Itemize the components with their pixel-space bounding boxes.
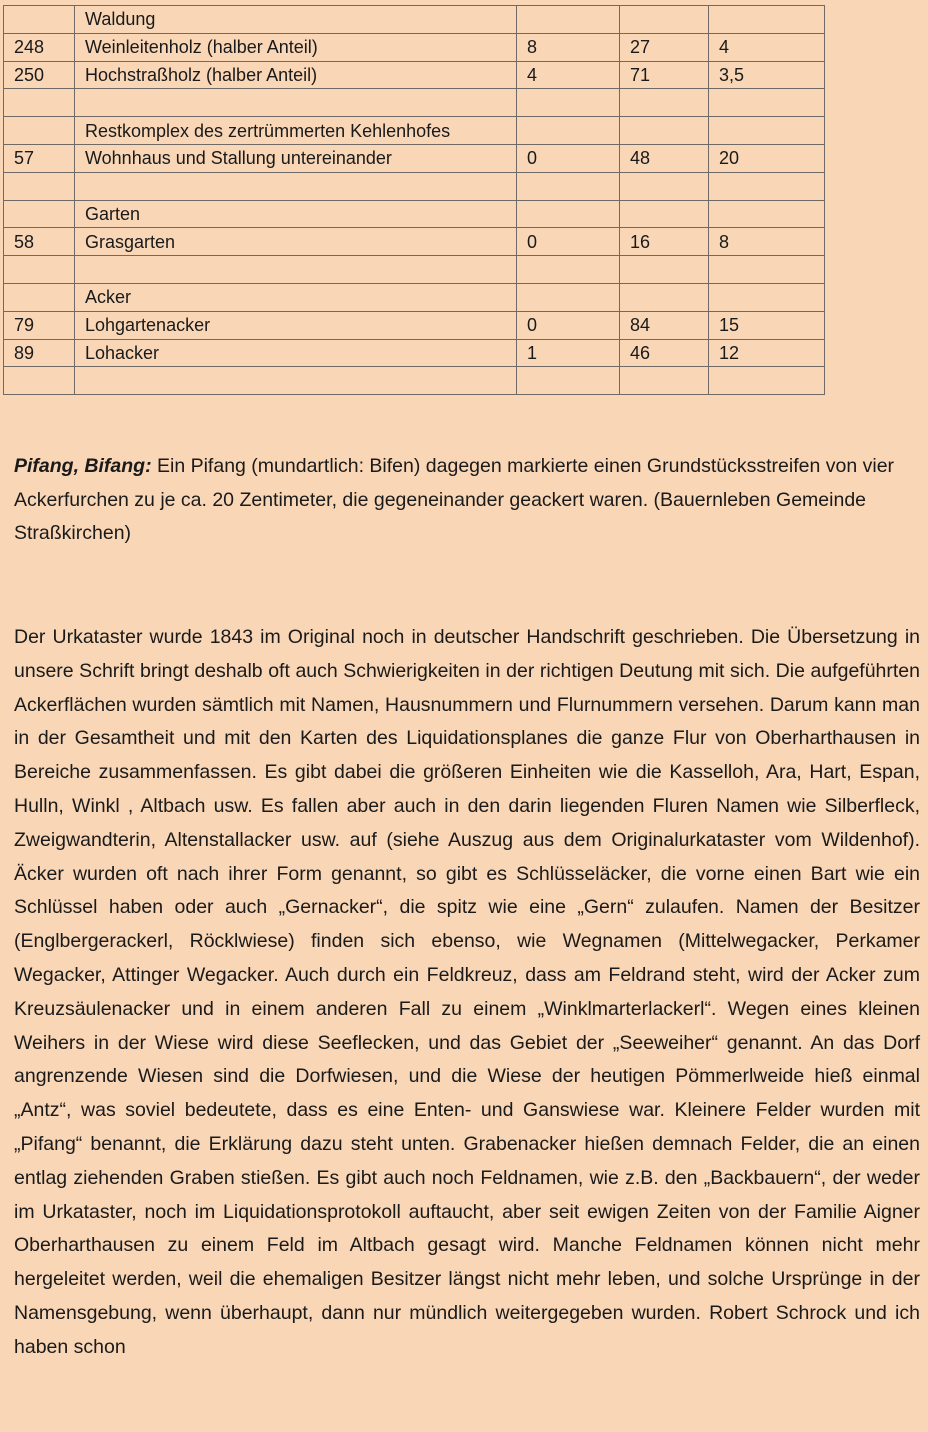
table-cell: Grasgarten	[75, 228, 517, 256]
table-cell	[4, 117, 75, 145]
table-row	[4, 172, 825, 200]
table-cell: Lohgartenacker	[75, 311, 517, 339]
table-cell: Waldung	[75, 6, 517, 34]
table-cell: 84	[620, 311, 709, 339]
table-cell: 3,5	[709, 61, 825, 89]
table-cell: 27	[620, 33, 709, 61]
table-cell: 0	[517, 228, 620, 256]
table-cell	[709, 117, 825, 145]
table-cell: 0	[517, 144, 620, 172]
table-row	[4, 144, 825, 172]
table-row	[4, 6, 825, 34]
table-cell	[517, 283, 620, 311]
table-cell: 248	[4, 33, 75, 61]
table-cell: 16	[620, 228, 709, 256]
body-paragraph: Der Urkataster wurde 1843 im Original noch in deutscher Handschrift geschrieben. Die Übersetzung in unsere Schrift bringt deshalb oft auch Schwierigkeiten in der richtigen Deutung mit sich. Die aufgeführten Ackerflächen wurden sämtlich mit Namen, Hausnummern und Flurnummern versehen. Darum kann man in der Gesamtheit und mit den Karten des Liquidationsplanes die ganze Flur von Oberharthausen in Bereiche zusammenfassen. Es gibt dabei die größeren Einheiten wie die Kasselloh, Ara, Hart, Espan, Hulln, Winkl , Altbach usw. Es fallen aber auch in den darin liegenden Fluren Namen wie Silberfleck, Zweigwandterin, Altenstallacker usw. auf (siehe Auszug aus dem Originalurkataster vom Wildenhof). Äcker wurden oft nach ihrer Form genannt, so gibt es Schlüsseläcker, die vorne einen Bart wie ein Schlüssel haben oder auch „Gernacker“, die spitz wie eine „Gern“ zulaufen. Namen der Besitzer (Englbergerackerl, Röcklwiese) finden sich ebenso, wie Wegnamen (Mittelwegacker, Perkamer Wegacker, Attinger Wegacker. Auch durch ein Feldkreuz, dass am Feldrand steht, wird der Acker zum Kreuzsäulenacker und in einem anderen Fall zu einem „Winklmarterlackerl“. Wegen eines kleinen Weihers in der Wiese wird diese Seeflecken, und das Gebiet der „Seeweiher“ genannt. An das Dorf angrenzende Wiesen sind die Dorfwiesen, und die Wiese der heutigen Pömmerlweide hieß einmal „Antz“, was soviel bedeutete, dass es eine Enten- und Ganswiese war. Kleinere Felder wurden mit „Pifang“ benannt, die Erklärung dazu steht unten. Grabenacker hießen demnach Felder, die an einen entlag ziehenden Graben stießen. Es gibt auch noch Feldnamen, wie z.B. den „Backbauern“, der weder im Urkataster, noch im Liquidationsprotokoll auftaucht, aber seit ewigen Zeiten von der Familie Aigner Oberharthausen zu einem Feld im Altbach gesagt wird. Manche Feldnamen können nicht mehr hergeleitet werden, weil die ehemaligen Besitzer längst nicht mehr leben, und solche Ursprünge in der Namensgebung, wenn überhaupt, dann nur mündlich weitergegeben wurden. Robert Schrock und ich haben schon	[14, 626, 920, 1358]
table-cell	[4, 367, 75, 395]
table-cell: 15	[709, 311, 825, 339]
definition-text: Ein Pifang (mundartlich: Bifen) dagegen markierte einen Grundstücksstreifen von vier Ackerfurchen zu je ca. 20 Zentimeter, die gegeneinander geackert waren. (Bauernleben Gemeinde Straßkirchen)	[14, 455, 895, 544]
table-cell	[75, 172, 517, 200]
table-cell	[4, 283, 75, 311]
table-cell	[709, 89, 825, 117]
table-row	[4, 89, 825, 117]
table-cell	[75, 367, 517, 395]
table-cell: Garten	[75, 200, 517, 228]
table-cell	[517, 172, 620, 200]
table-cell: 57	[4, 144, 75, 172]
table-cell: 48	[620, 144, 709, 172]
table-row	[4, 311, 825, 339]
table-cell: 20	[709, 144, 825, 172]
table-row	[4, 200, 825, 228]
table-cell	[709, 283, 825, 311]
table-cell: 58	[4, 228, 75, 256]
table-row	[4, 33, 825, 61]
table-cell: Weinleitenholz (halber Anteil)	[75, 33, 517, 61]
table-row	[4, 339, 825, 367]
table-row	[4, 228, 825, 256]
table-cell: 46	[620, 339, 709, 367]
table-cell	[517, 200, 620, 228]
table-cell: 250	[4, 61, 75, 89]
table-cell: 1	[517, 339, 620, 367]
table-cell: 0	[517, 311, 620, 339]
table-row	[4, 367, 825, 395]
table-cell: 79	[4, 311, 75, 339]
table-cell: 4	[709, 33, 825, 61]
table-cell	[4, 172, 75, 200]
table-cell: 8	[709, 228, 825, 256]
table-row	[4, 283, 825, 311]
table-cell	[517, 367, 620, 395]
table-cell	[517, 117, 620, 145]
table-body	[4, 6, 825, 395]
table-cell	[4, 200, 75, 228]
table-cell	[75, 89, 517, 117]
table-cell: Restkomplex des zertrümmerten Kehlenhofes	[75, 117, 517, 145]
table-cell	[620, 283, 709, 311]
table-cell	[517, 89, 620, 117]
definition-paragraph	[14, 450, 919, 551]
table-cell	[620, 6, 709, 34]
table-cell: Acker	[75, 283, 517, 311]
table-cell	[620, 367, 709, 395]
land-register-table	[3, 5, 825, 395]
table-cell: 89	[4, 339, 75, 367]
table-cell	[517, 6, 620, 34]
table-row	[4, 61, 825, 89]
table-cell: 12	[709, 339, 825, 367]
table-row	[4, 256, 825, 284]
table-cell: 71	[620, 61, 709, 89]
table-row	[4, 117, 825, 145]
table-cell	[4, 256, 75, 284]
table-cell	[620, 172, 709, 200]
table-cell	[709, 200, 825, 228]
table-cell	[620, 89, 709, 117]
table-cell: 4	[517, 61, 620, 89]
table-cell	[620, 117, 709, 145]
table-cell: Hochstraßholz (halber Anteil)	[75, 61, 517, 89]
definition-term: Pifang, Bifang:	[14, 455, 152, 477]
table-cell	[75, 256, 517, 284]
table-cell	[620, 200, 709, 228]
table-cell	[709, 256, 825, 284]
table-cell	[4, 6, 75, 34]
table-cell	[4, 89, 75, 117]
table-cell: Lohacker	[75, 339, 517, 367]
table-cell	[517, 256, 620, 284]
table-cell	[709, 367, 825, 395]
table-cell	[620, 256, 709, 284]
table-cell	[709, 172, 825, 200]
table-cell: 8	[517, 33, 620, 61]
table-cell	[709, 6, 825, 34]
table-cell: Wohnhaus und Stallung untereinander	[75, 144, 517, 172]
